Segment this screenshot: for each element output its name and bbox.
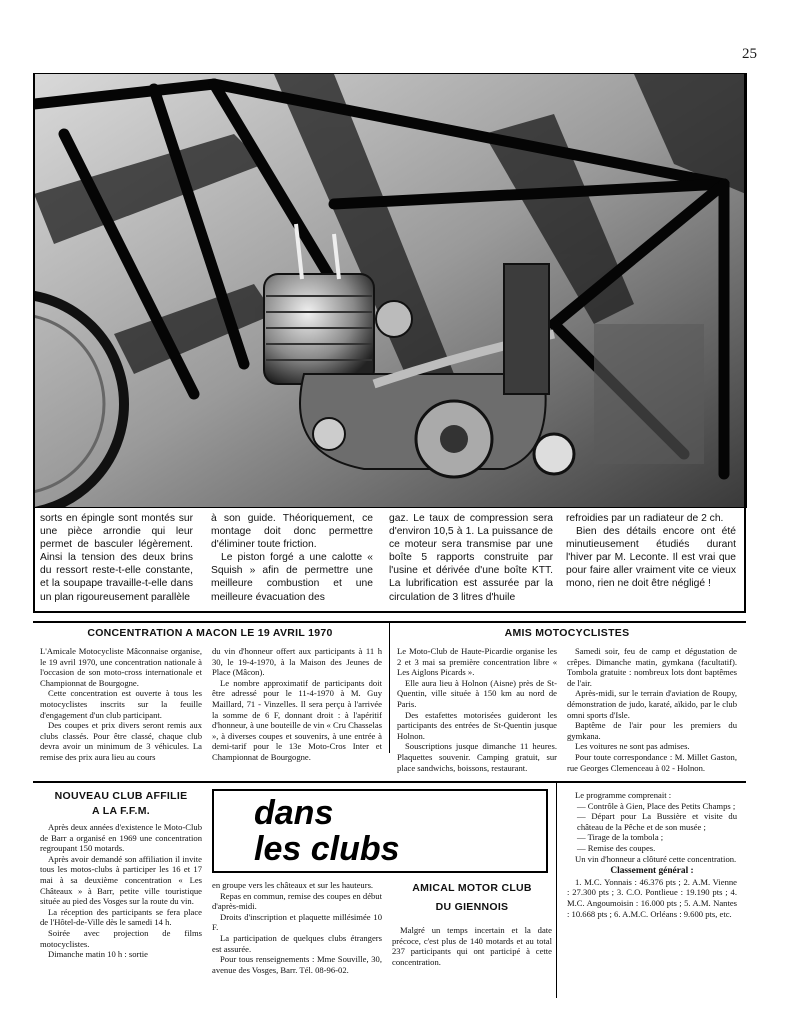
nouveau-paragraph: La réception des participants se fera place de l'Hôtel-de-Ville dès le samedi 14 h. — [40, 906, 202, 928]
divider-right-vertical — [556, 783, 557, 998]
amical-paragraph: Malgré un temps incertain et la date précoce, c'est plus de 140 motards et au total 237 participants qui ont participé à cette concentration. — [392, 925, 552, 967]
caption-text-2b: Le piston forgé a une calotte « Squish » afin de permettre une meilleure combustion et une meilleure évacuation des — [211, 552, 373, 603]
section-title-line2: les clubs — [254, 830, 400, 868]
frame-line-left — [33, 73, 35, 613]
amis-column-2 — [567, 646, 737, 773]
amis-paragraph: Elle aura lieu à Holnon (Aisne) près de St-Quentin, ville située à 150 km au nord de Paris. — [397, 677, 557, 709]
amis-paragraph: Souscriptions jusque dimanche 11 heures. Plaquettes souvenir. Camping gratuit, sur place sandwichs, boissons, restaurant. — [397, 741, 557, 773]
nouveau-paragraph: Repas en commun, remise des coupes en début d'après-midi. — [212, 890, 382, 912]
programme-intro: Le programme comprenait : — [575, 790, 672, 800]
nouveau-paragraph: Dimanche matin 10 h : sortie — [48, 949, 148, 960]
nouveau-paragraph: Après avoir demandé son affiliation il invite tous les motos-clubs à participer les 16 et 17 mai à sa deuxième concentration « Les Châteaux » à Barr, petite ville touristique située au pied des Vosges sur la route du vin. — [40, 853, 202, 907]
amis-paragraph: Samedi soir, feu de camp et dégustation de crêpes. Dimanche matin, gymkana (facultatif). Tombola gratuite : nombreux lots dont baptêmes de l'air. — [567, 646, 737, 688]
section-title-line1: dans — [254, 794, 334, 832]
nouveau-column-1 — [40, 822, 202, 960]
amical-heading-line2: DU GIENNOIS — [435, 901, 509, 913]
nouveau-heading — [40, 790, 202, 817]
nouveau-column-2 — [212, 880, 382, 975]
caption-column-3 — [389, 512, 553, 604]
nouveau-paragraph: Après deux années d'existence le Moto-Club de Barr a organisé en 1969 une concentration regroupant 150 motards. — [40, 822, 202, 854]
nouveau-paragraph: La participation de quelques clubs étrangers est assurée. — [212, 932, 382, 954]
macon-paragraph: Cette concentration est ouverte à tous les motocyclistes inscrits sur la feuille d'engagement d'un club participant. — [40, 688, 202, 720]
nouveau-paragraph: Droits d'inscription et plaquette millésimée 10 F. — [212, 911, 382, 933]
amis-paragraph: Les voitures ne sont pas admises. — [575, 741, 690, 752]
programme-vin: Un vin d'honneur a clôturé cette concentration. — [575, 853, 737, 864]
classement-text: 1. M.C. Yonnais : 46.376 pts ; 2. A.M. Vienne : 27.300 pts ; 3. C.O. Pontlieue : 19.190 pts ; 4. M.C. Angoumoisin : 16.000 pts ; 5. A.M. Nantes : 10.668 pts ; 6. A.M.C. Orléans : 9.600 pts, etc. — [567, 876, 737, 919]
amis-column-1 — [397, 646, 557, 773]
caption-text-2a: à son guide. Théoriquement, ce montage doit donc permettre d'éliminer toute friction. — [211, 513, 373, 551]
nouveau-paragraph: en groupe vers les châteaux et sur les hauteurs. — [212, 880, 374, 890]
amis-heading: AMIS MOTOCYCLISTES — [504, 627, 630, 639]
frame-line-bottom — [33, 611, 746, 613]
amical-column-1 — [392, 925, 552, 967]
macon-heading: CONCENTRATION A MACON LE 19 AVRIL 1970 — [87, 627, 333, 639]
macon-column-2 — [212, 646, 382, 763]
macon-paragraph: L'Amicale Motocycliste Mâconnaise organise, le 19 avril 1970, une concentration nationale à l'occasion de son moto-cross internationale et Championnat de Bourgogne. — [40, 646, 202, 688]
divider-row — [33, 781, 746, 783]
programme-item: — Contrôle à Gien, Place des Petits Champs ; — [577, 800, 736, 811]
macon-paragraph: Le nombre approximatif de participants doit être adressé pour le 11-4-1970 à M. Guy Maillard, 71 - Vinzelles. Il sera perçu à l'arrivée la somme de 6 F, donnant droit : à l'apéritif d'honneur, à une bouteille de vin « Cru Chasselas », à diverses coupes et souvenirs, à une entrée à demi-tarif pour le 13e Moto-Cros Inter et Championnat de Bourgogne. — [212, 677, 382, 762]
divider-middle-vertical — [389, 623, 390, 753]
amis-paragraph: Des estafettes motorisées guideront les participants des entrées de St-Quentin jusque Holnon. — [397, 709, 557, 741]
motorcycle-engine-photo — [33, 73, 747, 508]
caption-column-1 — [40, 512, 193, 604]
amical-heading — [392, 882, 552, 913]
programme-item: — Départ pour La Bussière et visite du château de la Pêche et de son musée ; — [577, 811, 737, 832]
section-title-box — [212, 789, 548, 873]
programme-item: — Remise des coupes. — [577, 842, 656, 853]
caption-text-3: gaz. Le taux de compression sera d'environ 10,5 à 1. La puissance de ce moteur sera transmise par une boîte 5 rapports construite par l'usine et dérivée d'une boîte KTT. La lubrification est assurée par la circulation de 3 litres d'huile — [389, 513, 553, 603]
caption-column-2 — [211, 512, 373, 604]
caption-text-4b: Bien des détails encore ont été minutieusement étudiés durant l'hiver par M. Leconte. Il est vrai que pour faire aller vraiment vite ce vieux mono, rien ne doit être négligé ! — [566, 526, 736, 590]
amical-heading-line1: AMICAL MOTOR CLUB — [412, 882, 532, 894]
nouveau-paragraph: Soirée avec projection de films motocyclistes. — [40, 927, 202, 949]
nouveau-heading-line2: A LA F.F.M. — [92, 805, 150, 817]
frame-line-right — [744, 73, 746, 613]
macon-paragraph: Des coupes et prix divers seront remis aux clubs classés. Pour être classé, chaque club devra avoir un minimum de 3 véhicules. La remise des prix aura lieu au cours — [40, 720, 202, 762]
amis-paragraph: Pour toute correspondance : M. Millet Gaston, rue Georges Clemenceau à 02 - Holnon. — [567, 751, 737, 773]
section-title — [254, 795, 400, 867]
page-number: 25 — [742, 46, 757, 62]
amis-paragraph: Baptême de l'air pour les premiers du gymkana. — [567, 720, 737, 741]
programme-item: — Tirage de la tombola ; — [577, 832, 664, 843]
macon-paragraph: du vin d'honneur offert aux participants à 11 h 30, le 19-4-1970, à la Maison des Jeunes de Place (Mâcon). — [212, 646, 382, 678]
amis-paragraph: Après-midi, sur le terrain d'aviation de Roupy, démonstration de judo, karaté, aïkido, par le club omni sports d'Isle. — [567, 688, 737, 720]
amis-paragraph: Le Moto-Club de Haute-Picardie organise les 2 et 3 mai sa première concentration libre « Les Aiglons Picards ». — [397, 646, 557, 678]
macon-column-1 — [40, 646, 202, 763]
caption-text-4a: refroidies par un radiateur de 2 ch. — [566, 513, 724, 524]
programme-column — [567, 790, 737, 919]
caption-column-4 — [566, 512, 736, 591]
caption-text-1: sorts en épingle sont montés sur une pièce arrondie qui leur permet de basculer légèrement. Ainsi la tension des deux brins du ressort reste-t-elle constante, et la soupape travaille-t-elle dans un plan rigoureusement parallèle — [40, 513, 193, 603]
nouveau-heading-line1: NOUVEAU CLUB AFFILIE — [54, 790, 188, 802]
classement-label: Classement général : — [610, 866, 694, 877]
nouveau-paragraph: Pour tous renseignements : Mme Souville, 30, avenue des Vosges, Barr. Tél. 08-96-02. — [212, 954, 382, 975]
